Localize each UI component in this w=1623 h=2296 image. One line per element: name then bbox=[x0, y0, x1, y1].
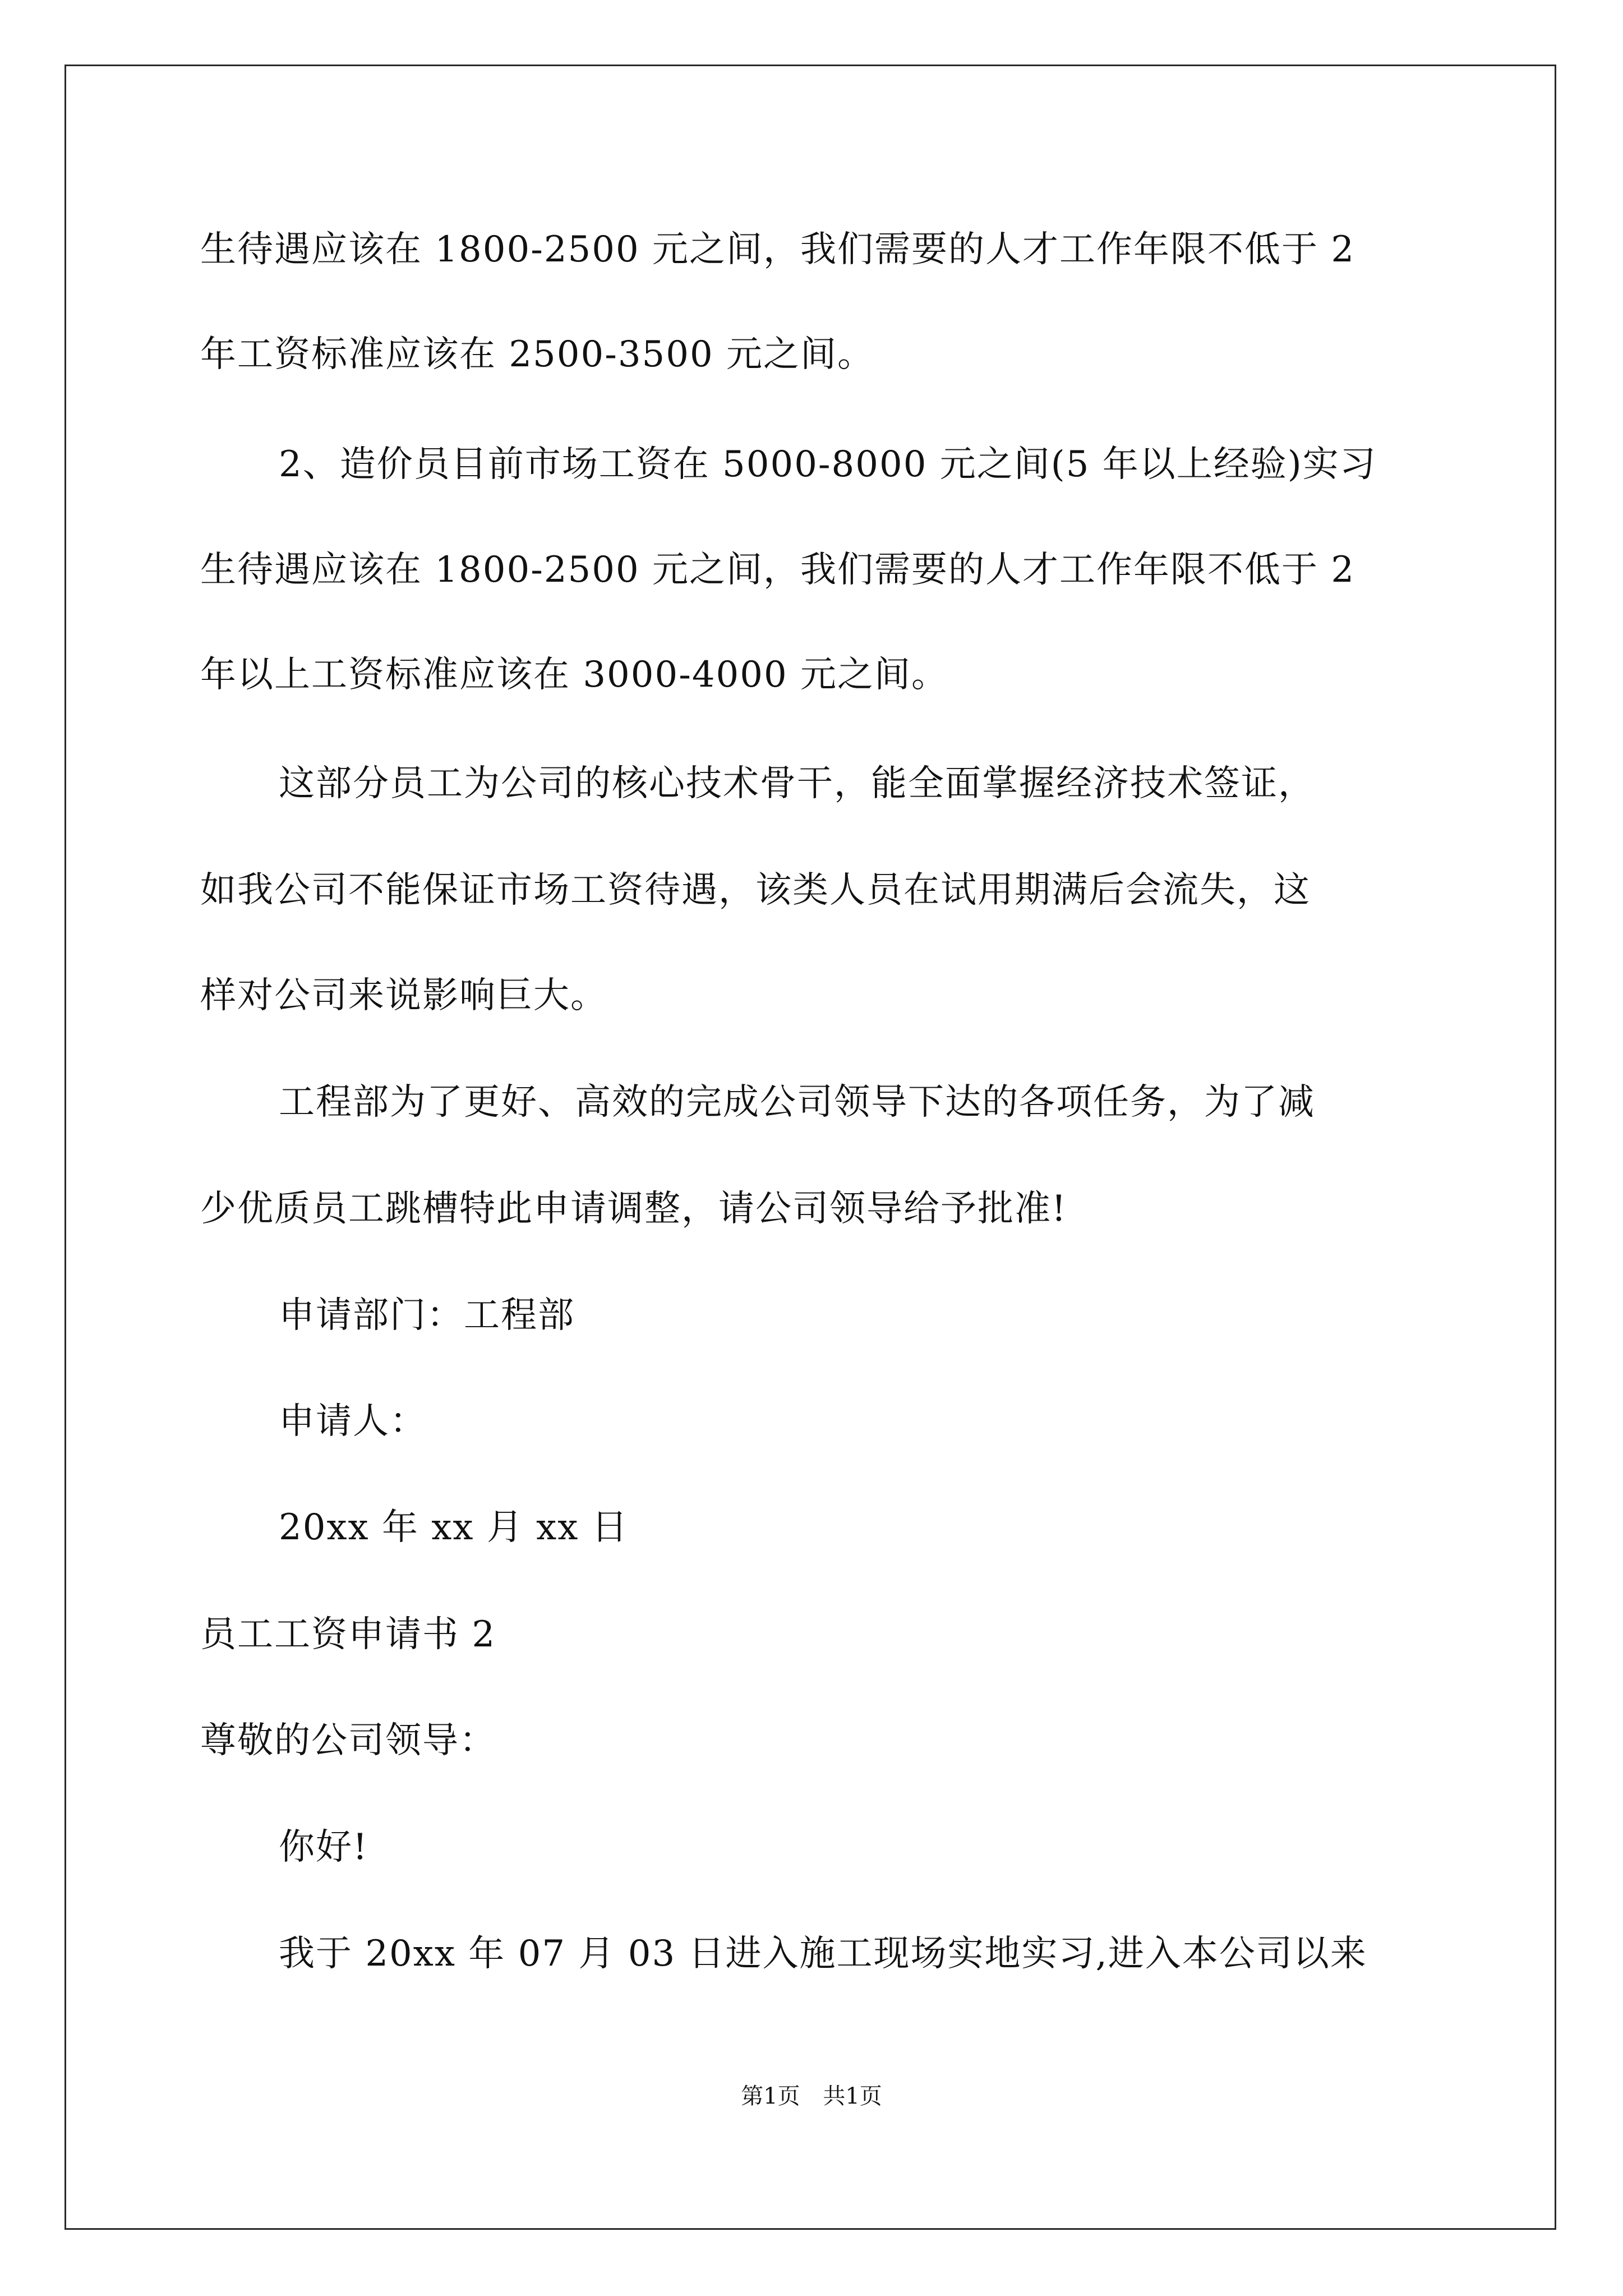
page-total: 共1页 bbox=[823, 2083, 882, 2109]
text-line-17: 我于 20xx 年 07 月 03 日进入施工现场实地实习,进入本公司以来 bbox=[279, 1933, 1367, 1975]
text-line-10: 少优质员工跳槽特此申请调整，请公司领导给予批准! bbox=[200, 1188, 1067, 1230]
text-line-8: 样对公司来说影响巨大。 bbox=[200, 975, 607, 1016]
text-line-11: 申请部门：工程部 bbox=[279, 1295, 575, 1336]
text-line-16: 你好! bbox=[279, 1826, 368, 1868]
page-number: 第1页 bbox=[741, 2083, 800, 2109]
text-line-9: 工程部为了更好、高效的完成公司领导下达的各项任务，为了减 bbox=[279, 1082, 1315, 1123]
text-line-14: 员工工资申请书 2 bbox=[200, 1614, 496, 1655]
text-line-2: 年工资标准应该在 2500-3500 元之间。 bbox=[200, 334, 875, 375]
page-border bbox=[64, 65, 1556, 2230]
text-line-13: 20xx 年 xx 月 xx 日 bbox=[279, 1507, 629, 1548]
text-line-6: 这部分员工为公司的核心技术骨干，能全面掌握经济技术签证， bbox=[279, 763, 1315, 804]
text-line-5: 年以上工资标准应该在 3000-4000 元之间。 bbox=[200, 654, 949, 696]
text-line-7: 如我公司不能保证市场工资待遇，该类人员在试用期满后会流失，这 bbox=[200, 869, 1311, 911]
text-line-12: 申请人： bbox=[279, 1401, 427, 1442]
text-line-3: 2、造价员目前市场工资在 5000-8000 元之间(5 年以上经验)实习 bbox=[279, 444, 1377, 485]
text-line-15: 尊敬的公司领导： bbox=[200, 1720, 496, 1761]
page-footer bbox=[0, 2082, 1623, 2110]
text-line-1: 生待遇应该在 1800-2500 元之间，我们需要的人才工作年限不低于 2 bbox=[200, 229, 1355, 270]
text-line-4: 生待遇应该在 1800-2500 元之间，我们需要的人才工作年限不低于 2 bbox=[200, 549, 1355, 591]
